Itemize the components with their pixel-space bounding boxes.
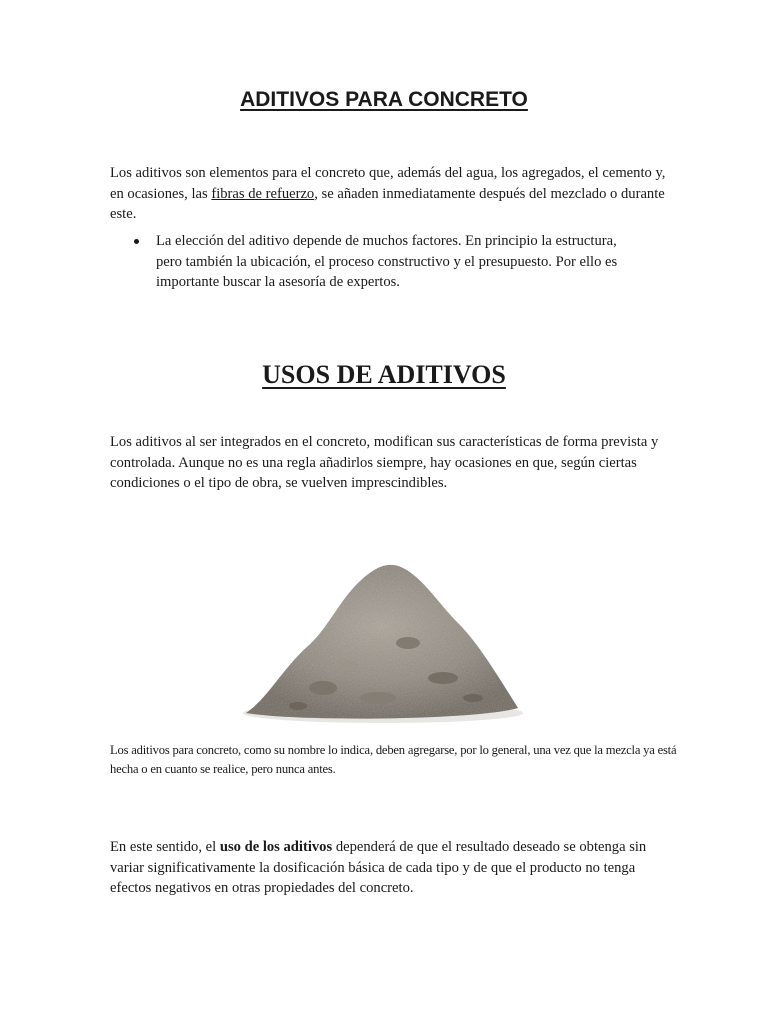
concrete-powder-image	[238, 548, 528, 728]
bold-phrase: uso de los aditivos	[219, 839, 333, 855]
list-item: La elección del aditivo depende de muchos factores. En principio la estructura, pero también la ubicación, el proceso constructivo y el presupuesto. Por ello es importante buscar la asesoría de expertos.	[110, 231, 630, 293]
usos-paragraph: Los aditivos al ser integrados en el concreto, modifican sus características de forma prevista y controlada. Aunque no es una regla añadirlos siempre, hay ocasiones en que, según ciertas condiciones o el tipo de obra, se vuelven imprescindibles.	[110, 434, 659, 491]
page-title: ADITIVOS PARA CONCRETO	[240, 88, 528, 111]
section-title: USOS DE ADITIVOS	[262, 360, 506, 389]
bullet-list	[110, 231, 630, 293]
bullet-icon	[134, 239, 139, 244]
fibras-de-refuerzo-link[interactable]: fibras de refuerzo	[211, 185, 315, 202]
closing-paragraph: En este sentido, el uso de los aditivos dependerá de que el resultado deseado se obtenga sin variar significativamente la dosificación básica de cada tipo y de que el producto no tenga efectos negativos en otras propiedades del concreto.	[110, 839, 647, 896]
image-caption: Los aditivos para concreto, como su nombre lo indica, deben agregarse, por lo general, una vez que la mezcla ya está hecha o en cuanto se realice, pero nunca antes.	[110, 743, 677, 776]
intro-paragraph: Los aditivos son elementos para el concreto que, además del agua, los agregados, el cemento y, en ocasiones, las fibras de refuerzo, se añaden inmediatamente después del mezclado o durante este.	[110, 165, 666, 222]
